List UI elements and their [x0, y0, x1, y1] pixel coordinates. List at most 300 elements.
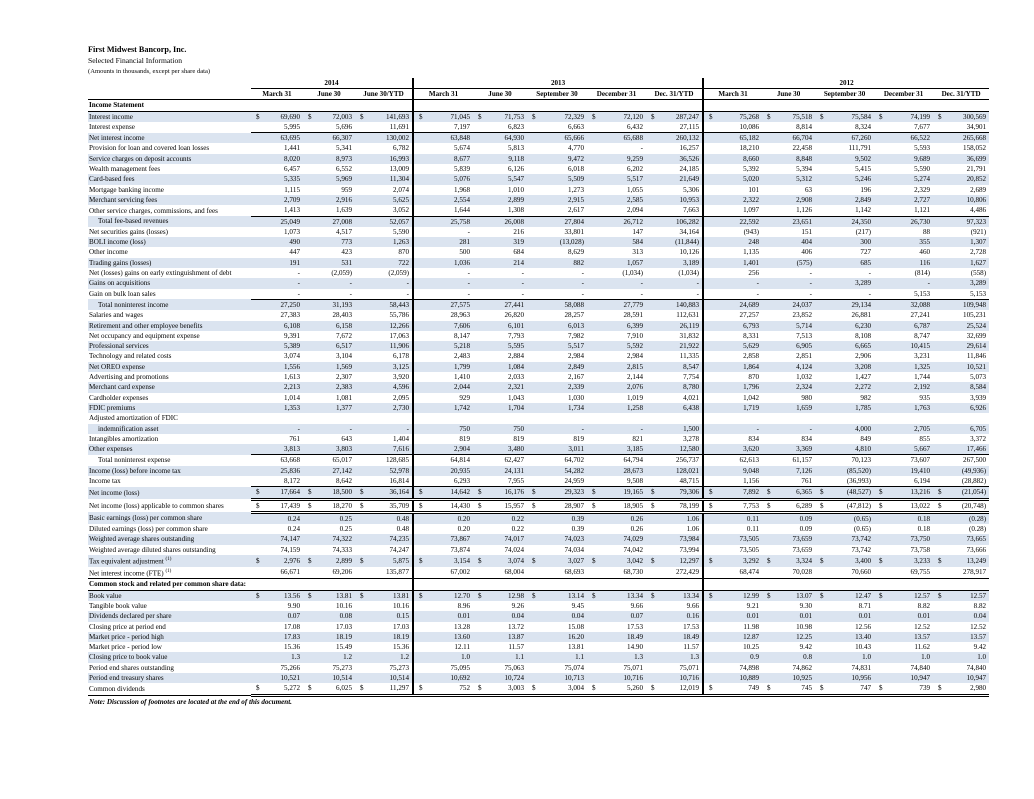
cell-value: 1,014: [284, 393, 300, 402]
cell-value: 1,627: [933, 258, 989, 268]
cell-value: $ 13.81: [355, 590, 413, 601]
cell-value: 1,719: [703, 403, 762, 413]
cell-value: 27,804: [527, 216, 587, 227]
row-label-text: Market price - period low: [89, 643, 162, 652]
cell-value: 22,592: [703, 216, 762, 227]
row-label-text: Advertising and promotions: [89, 373, 169, 382]
cell-value: 1.0: [874, 652, 933, 662]
cell-value: 75,273: [332, 663, 352, 672]
cell-value: 300: [815, 237, 874, 247]
row-label-text: indemnification asset: [98, 424, 159, 433]
row-label-text: Net income (loss) applicable to common shares: [89, 501, 224, 510]
cell-value: 9.66: [630, 601, 644, 610]
cell-value: $ 739: [874, 683, 933, 695]
cell-value: 64,930: [473, 133, 527, 144]
cell-value: -: [703, 278, 762, 288]
cell-value: 11.62: [914, 643, 931, 652]
cell-value: 6,158: [303, 321, 355, 331]
cell-value: 20,935: [413, 466, 473, 476]
row-label-text: Adjusted amortization of FDIC: [89, 414, 178, 423]
section-spacer: [874, 579, 933, 590]
year-header-blank: [88, 78, 251, 89]
table-row: [88, 534, 989, 544]
cell-value: 8,172: [251, 476, 303, 487]
cell-value: 8,780: [646, 382, 703, 392]
row-label-text: Net occupancy and equipment expense: [89, 331, 200, 340]
cell-value: 128,685: [385, 456, 410, 465]
row-label: [88, 299, 251, 310]
cell-value: 1,569: [303, 362, 355, 372]
cell-value: $ 12.47: [815, 590, 874, 601]
cell-value: 1,019: [627, 393, 644, 402]
cell-value: 62,613: [703, 455, 762, 466]
cell-value: 4,517: [336, 227, 352, 236]
cell-value: [355, 413, 413, 423]
table-row: [88, 444, 989, 455]
cell-value: 9,689: [874, 154, 933, 164]
section-label: Income Statement: [88, 100, 251, 111]
cell-value: 2,094: [587, 205, 646, 216]
cell-value: 74,247: [389, 545, 410, 554]
cell-value: 26,712: [587, 216, 646, 227]
table-row: [88, 555, 989, 567]
cell-value: $ 2,899: [303, 555, 355, 567]
row-label: [88, 164, 251, 174]
cell-value: 55,786: [389, 311, 410, 320]
cell-value: $ 752: [413, 683, 473, 695]
cell-value: 36,699: [933, 154, 989, 164]
cell-value: 8,584: [933, 382, 989, 392]
cell-value: 27,441: [473, 299, 527, 310]
section-spacer: [762, 100, 815, 111]
column-header: June 30: [473, 89, 527, 100]
cell-value: 15.49: [336, 643, 352, 652]
cell-value: 11.57: [508, 643, 525, 652]
cell-value: 2,915: [527, 195, 587, 205]
cell-value: 6,432: [587, 122, 646, 133]
cell-value: 819: [413, 434, 473, 444]
cell-value: -: [868, 269, 872, 278]
cell-value: 7,197: [413, 122, 473, 133]
footnote-row: [88, 695, 989, 707]
cell-value: 9,259: [587, 154, 646, 164]
cell-value: $ 75,518: [762, 111, 815, 122]
cell-value: 63,848: [413, 133, 473, 144]
row-label: [88, 174, 251, 184]
cell-value: 5,246: [815, 174, 874, 184]
table-row: [88, 331, 989, 341]
cell-value: 75,071: [623, 663, 644, 672]
cell-value: $ 3,042: [587, 555, 646, 567]
cell-value: 5,517: [587, 174, 646, 184]
cell-value: 2,044: [413, 382, 473, 392]
cell-value: 1,704: [473, 403, 527, 413]
cell-value: 34,164: [679, 227, 700, 236]
cell-value: 2,908: [762, 195, 815, 205]
cell-value: 6,101: [473, 321, 527, 331]
cell-value: (217): [855, 227, 872, 236]
section-spacer: [874, 100, 933, 111]
table-row: [88, 403, 989, 413]
cell-value: 74,235: [355, 534, 413, 544]
cell-value: 23,651: [762, 216, 815, 227]
cell-value: 61,157: [792, 456, 813, 465]
cell-value: 10,947: [933, 673, 989, 683]
cell-value: 278,917: [963, 568, 987, 577]
table-row: [88, 545, 989, 555]
cell-value: 65,688: [587, 133, 646, 144]
cell-value: 5,394: [796, 165, 813, 174]
cell-value: 1,135: [703, 247, 762, 257]
cell-value: 490: [251, 237, 303, 247]
column-header: March 31: [703, 89, 762, 100]
cell-value: [874, 413, 933, 423]
table-row: [88, 216, 989, 227]
cell-value: 12.11: [413, 642, 473, 652]
table-row: [88, 258, 989, 268]
cell-value: 27,779: [587, 299, 646, 310]
row-label-text: BOLI income (loss): [89, 238, 146, 247]
row-label-text: Net income (loss): [89, 488, 140, 497]
cell-value: (85,520): [815, 466, 874, 476]
cell-value: 5,969: [303, 174, 355, 184]
cell-value: 2,727: [874, 195, 933, 205]
footnote-marker: (1): [165, 568, 172, 574]
section-label: Common stock and related per common share data:: [88, 579, 251, 590]
cell-value: 834: [703, 434, 762, 444]
cell-value: 980: [801, 393, 813, 402]
cell-value: 1,081: [336, 393, 352, 402]
cell-value: 1,010: [508, 185, 525, 194]
cell-value: 0.11: [703, 524, 762, 534]
row-label: [88, 545, 251, 555]
cell-value: 73,659: [792, 545, 813, 554]
cell-value: 10,126: [679, 248, 700, 257]
cell-value: 75,063: [504, 663, 525, 672]
cell-value: 2,984: [568, 352, 585, 361]
cell-value: 0.09: [762, 512, 815, 524]
cell-value: -: [473, 278, 527, 288]
cell-value: [587, 413, 646, 423]
table-row: [88, 382, 989, 392]
cell-value: 73,505: [703, 534, 762, 544]
cell-value: 25,049: [251, 216, 303, 227]
cell-value: 7,663: [646, 205, 703, 216]
cell-value: 65,182: [703, 133, 762, 144]
cell-value: [303, 413, 355, 423]
cell-value: 74,034: [564, 545, 585, 554]
cell-value: 7,754: [683, 373, 700, 382]
cell-value: $ 15,957: [473, 499, 527, 512]
cell-value: 9.66: [686, 601, 700, 610]
cell-value: 7,955: [473, 476, 527, 487]
section-spacer: [527, 579, 587, 590]
cell-value: 0.01: [815, 611, 874, 621]
cell-value: 2,339: [527, 382, 587, 392]
cell-value: 74,840: [966, 663, 987, 672]
cell-value: 3,189: [646, 258, 703, 268]
table-row: [88, 195, 989, 205]
cell-value: 68,730: [623, 568, 644, 577]
cell-value: $ 74,199: [874, 111, 933, 122]
cell-value: 33,801: [564, 227, 585, 236]
cell-value: -: [762, 424, 815, 434]
cell-value: 265,668: [933, 133, 989, 144]
cell-value: 10.25: [703, 642, 762, 652]
cell-value: $ 2,980: [933, 683, 989, 695]
section-spacer: [703, 579, 762, 590]
cell-value: 3,939: [970, 393, 987, 402]
cell-value: 67,260: [815, 133, 874, 144]
cell-value: 1,308: [473, 205, 527, 216]
table-row: [88, 341, 989, 351]
cell-value: 14.90: [627, 643, 644, 652]
cell-value: 17.08: [284, 622, 300, 631]
cell-value: 584: [587, 237, 646, 247]
cell-value: 1.3: [587, 652, 646, 662]
cell-value: 0.15: [355, 611, 413, 621]
cell-value: 2,916: [303, 195, 355, 205]
cell-value: 6,823: [473, 122, 527, 133]
cell-value: 21,922: [646, 341, 703, 351]
cell-value: 18.49: [646, 632, 703, 642]
row-label: [88, 195, 251, 205]
cell-value: $ 3,027: [527, 555, 587, 567]
cell-value: -: [413, 268, 473, 278]
row-label: [88, 278, 251, 288]
cell-value: 1,115: [284, 185, 300, 194]
cell-value: 6,517: [303, 341, 355, 351]
cell-value: 8,547: [646, 362, 703, 372]
section-spacer: [355, 579, 413, 590]
table-row: [88, 424, 989, 434]
cell-value: 68,693: [564, 568, 585, 577]
cell-value: $ 5,260: [587, 683, 646, 695]
row-label-text: Market price - period high: [89, 632, 164, 641]
cell-value: 5,020: [703, 174, 762, 184]
cell-value: 0.39: [571, 525, 585, 534]
cell-value: 64,702: [564, 456, 585, 465]
cell-value: 8,747: [914, 331, 931, 340]
cell-value: 24,037: [762, 299, 815, 310]
cell-value: -: [703, 289, 762, 300]
cell-value: 1.0: [815, 652, 874, 662]
cell-value: 4,021: [683, 393, 700, 402]
cell-value: 27,250: [251, 299, 303, 310]
cell-value: 74,840: [910, 663, 931, 672]
cell-value: 24,959: [527, 476, 587, 487]
table-row: [88, 362, 989, 372]
cell-value: 5,592: [587, 341, 646, 351]
cell-value: 0.26: [587, 512, 646, 524]
cell-value: 1.0: [413, 652, 473, 662]
cell-value: 3,208: [815, 362, 874, 372]
cell-value: 5,593: [914, 144, 931, 153]
cell-value: 48,715: [646, 476, 703, 487]
cell-value: -: [640, 144, 644, 153]
cell-value: -: [303, 289, 355, 300]
cell-value: 1,613: [284, 373, 300, 382]
column-header: June 30: [303, 89, 355, 100]
row-label: [88, 289, 251, 300]
row-label-text: Net interest income: [89, 133, 145, 142]
row-label-text: Total noninterest expense: [98, 456, 171, 465]
cell-value: 531: [303, 258, 355, 268]
cell-value: 1,273: [568, 185, 585, 194]
cell-value: 10,953: [646, 195, 703, 205]
cell-value: 10,925: [762, 673, 815, 683]
row-label: [88, 321, 251, 331]
cell-value: 135,877: [385, 568, 410, 577]
cell-value: $ 3,400: [815, 555, 874, 567]
sheet-subtitle: Selected Financial Information: [88, 56, 183, 65]
row-label-text: Salaries and wages: [89, 311, 143, 320]
cell-value: 1.2: [355, 652, 413, 662]
cell-value: 643: [341, 434, 352, 443]
cell-value: -: [762, 289, 815, 300]
table-row: [88, 476, 989, 487]
cell-value: 3,104: [336, 352, 352, 361]
cell-value: $ 2,976: [251, 555, 303, 567]
column-header: June 30/YTD: [355, 89, 413, 100]
cell-value: 849: [860, 434, 872, 443]
column-header: December 31: [874, 89, 933, 100]
section-spacer: [473, 100, 527, 111]
cell-value: $ 3,074: [473, 555, 527, 567]
cell-value: (1,034): [622, 269, 644, 278]
cell-value: 97,323: [933, 216, 989, 227]
cell-value: 11.57: [683, 643, 700, 652]
cell-value: 23,852: [792, 311, 813, 320]
cell-value: 15.36: [284, 643, 300, 652]
cell-value: 2,585: [587, 195, 646, 205]
cell-value: 5,547: [473, 174, 527, 184]
cell-value: 959: [341, 185, 352, 194]
row-label-text: Gain on bulk loan sales: [89, 289, 156, 298]
cell-value: 882: [527, 258, 587, 268]
cell-value: 27,383: [280, 311, 300, 320]
cell-value: 12.56: [855, 622, 872, 631]
cell-value: 27,257: [703, 310, 762, 320]
cell-value: 9.45: [571, 601, 585, 610]
cell-value: 73,607: [910, 456, 931, 465]
cell-value: 1.1: [473, 652, 527, 662]
column-header-blank: [88, 89, 251, 100]
cell-value: 9,472: [527, 154, 587, 164]
cell-value: 2,705: [874, 424, 933, 434]
cell-value: [933, 413, 989, 423]
cell-value: 27,142: [303, 466, 355, 476]
cell-value: $ 3,292: [703, 555, 762, 567]
cell-value: $ 29,323: [527, 487, 587, 499]
cell-value: 0.18: [874, 512, 933, 524]
cell-value: $ (20,748): [933, 499, 989, 512]
cell-value: 1,377: [303, 403, 355, 413]
cell-value: 3,185: [587, 444, 646, 455]
cell-value: -: [413, 289, 473, 300]
cell-value: 2,167: [568, 373, 585, 382]
cell-value: 29,614: [933, 341, 989, 351]
cell-value: -: [762, 278, 815, 288]
cell-value: 12.52: [970, 622, 987, 631]
table-row: [88, 601, 989, 611]
cell-value: 12,266: [355, 321, 413, 331]
cell-value: 74,023: [527, 534, 587, 544]
section-spacer: [815, 579, 874, 590]
cell-value: 63,695: [251, 133, 303, 144]
cell-value: 54,282: [527, 466, 587, 476]
row-label: [88, 268, 251, 278]
cell-value: 70,028: [792, 568, 813, 577]
table-row: [88, 164, 989, 174]
cell-value: 27,575: [413, 299, 473, 310]
cell-value: -: [251, 289, 303, 300]
cell-value: -: [355, 278, 413, 288]
cell-value: 7,793: [508, 331, 525, 340]
column-header: Dec. 31/YTD: [933, 89, 989, 100]
row-label: [88, 499, 251, 512]
row-label-text: Dividends declared per share: [89, 612, 172, 621]
cell-value: 1,427: [855, 373, 872, 382]
cell-value: 2,689: [970, 185, 987, 194]
cell-value: 773: [303, 237, 355, 247]
cell-value: 13,009: [389, 165, 410, 174]
cell-value: 8.82: [973, 601, 987, 610]
row-label-text: Tax equivalent adjustment: [89, 557, 164, 566]
cell-value: 1,263: [355, 237, 413, 247]
cell-value: 3,369: [762, 444, 815, 455]
cell-value: 10,514: [355, 673, 413, 683]
cell-value: 0.39: [527, 512, 587, 524]
cell-value: 31,193: [303, 299, 355, 310]
cell-value: 17,063: [389, 331, 410, 340]
cell-value: 5,509: [527, 174, 587, 184]
cell-value: 10,521: [251, 673, 303, 683]
cell-value: 27,241: [910, 311, 931, 320]
row-label: [88, 652, 251, 662]
cell-value: 1,121: [874, 205, 933, 216]
column-header: December 31: [587, 89, 646, 100]
cell-value: 0.18: [917, 525, 931, 534]
cell-value: 0.25: [339, 525, 352, 534]
row-label-text: FDIC premiums: [89, 403, 136, 412]
cell-value: 106,282: [646, 216, 703, 227]
row-label: [88, 227, 251, 237]
cell-value: 1,659: [762, 403, 815, 413]
cell-value: 7,126: [762, 466, 815, 476]
cell-value: 1,556: [251, 362, 303, 372]
row-label: [88, 555, 251, 567]
row-label-text: Wealth management fees: [89, 165, 161, 174]
cell-value: 24,689: [703, 299, 762, 310]
cell-value: 500: [413, 247, 473, 257]
cell-value: 1,036: [413, 258, 473, 268]
cell-value: 52,057: [355, 216, 413, 227]
cell-value: 2,307: [336, 373, 352, 382]
row-label: [88, 567, 251, 579]
cell-value: 7,616: [355, 444, 413, 455]
row-label-text: Interest income: [89, 112, 133, 121]
cell-value: 66,704: [762, 133, 815, 144]
cell-value: 1,763: [874, 403, 933, 413]
cell-value: $ 12.57: [874, 590, 933, 601]
cell-value: $ 13,249: [933, 555, 989, 567]
cell-value: 15.36: [393, 643, 410, 652]
cell-value: 6,782: [393, 144, 410, 153]
cell-value: 25,524: [933, 321, 989, 331]
row-label-text: Income tax: [89, 477, 121, 486]
cell-value: $ 16,176: [473, 487, 527, 499]
